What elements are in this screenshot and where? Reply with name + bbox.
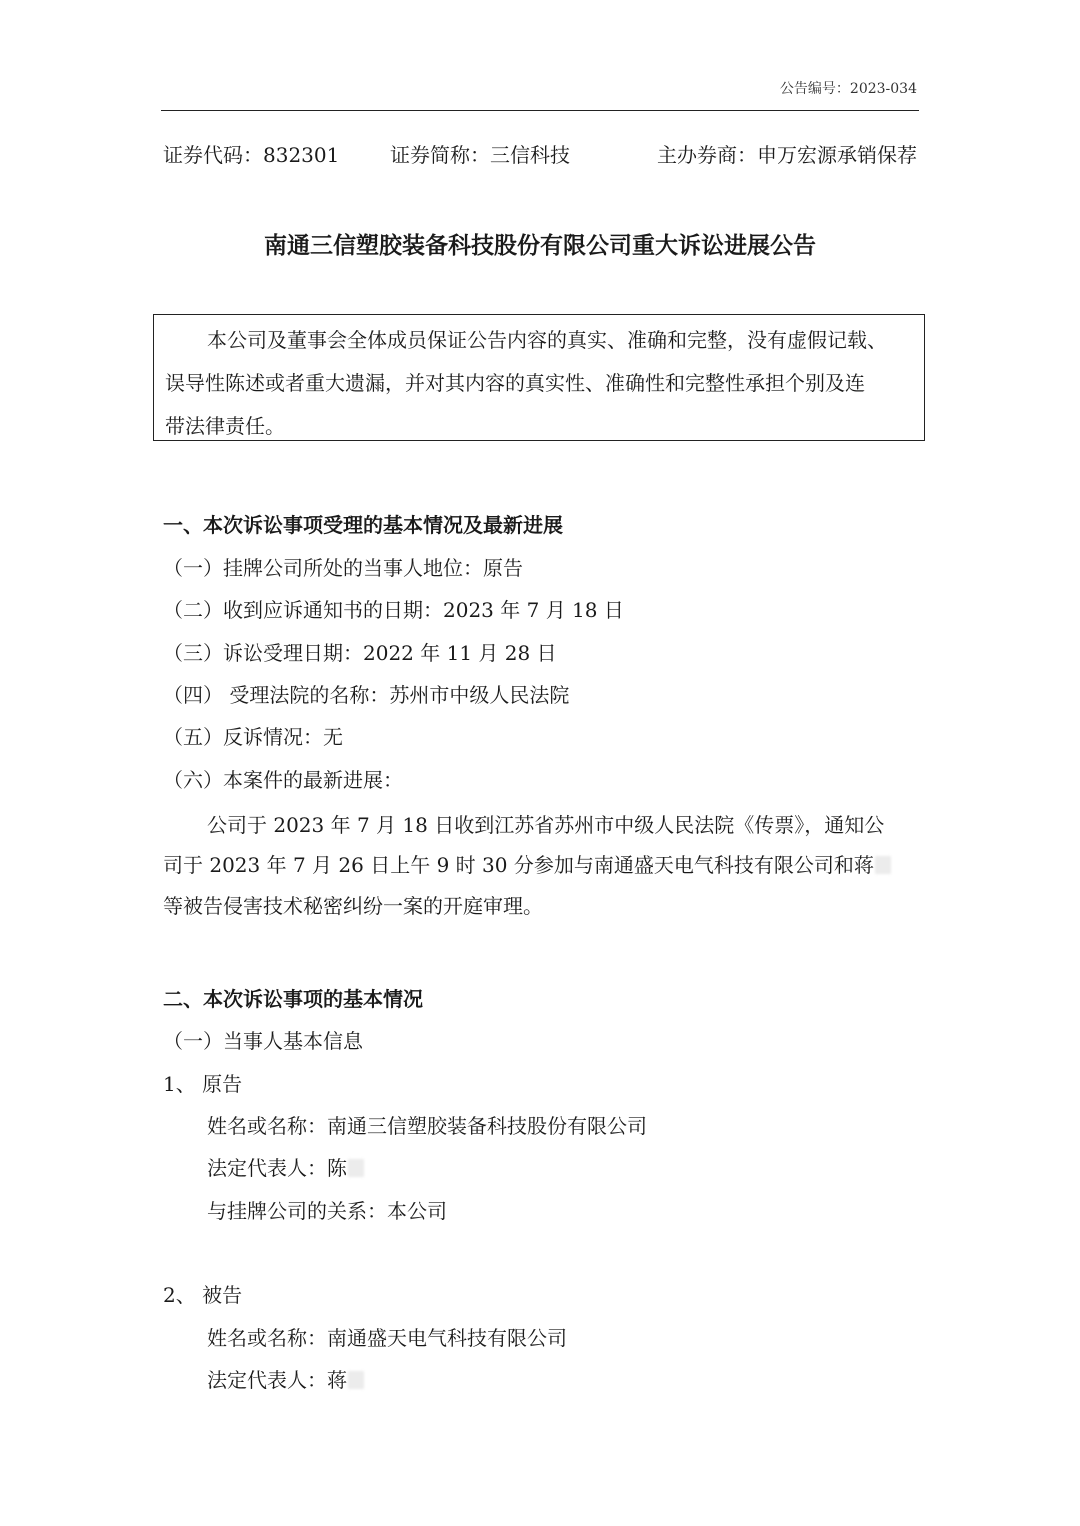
declaration-line-2: 误导性陈述或者重大遗漏，并对其内容的真实性、准确性和完整性承担个别及连 <box>165 371 865 395</box>
plaintiff-representative: 法定代表人：陈 <box>207 1152 364 1181</box>
plaintiff-label: 1、 原告 <box>163 1072 243 1096</box>
redacted-name <box>348 1159 364 1177</box>
progress-line-3: 等被告侵害技术秘密纠纷一案的开庭审理。 <box>163 894 543 918</box>
defendant-representative: 法定代表人：蒋 <box>207 1364 364 1393</box>
sponsor-broker: 主办券商：申万宏源承销保荐 <box>657 143 917 167</box>
header-rule <box>161 110 919 111</box>
section-1-heading: 一、本次诉讼事项受理的基本情况及最新进展 <box>163 513 563 537</box>
security-code: 证券代码：832301 <box>163 143 340 167</box>
defendant-label: 2、 被告 <box>163 1283 243 1307</box>
declaration-line-3: 带法律责任。 <box>165 414 285 438</box>
party-info-label: （一）当事人基本信息 <box>163 1029 363 1053</box>
declaration-line-1: 本公司及董事会全体成员保证公告内容的真实、准确和完整，没有虚假记载、 <box>207 328 887 352</box>
progress-line-1: 公司于 2023 年 7 月 18 日收到江苏省苏州市中级人民法院《传票》，通知公 <box>207 813 885 837</box>
notice-date: （二）收到应诉通知书的日期：2023 年 7 月 18 日 <box>163 598 624 622</box>
party-status: （一）挂牌公司所处的当事人地位：原告 <box>163 556 523 580</box>
redacted-name <box>875 856 891 874</box>
latest-progress-label: （六）本案件的最新进展： <box>163 768 403 792</box>
acceptance-date: （三）诉讼受理日期：2022 年 11 月 28 日 <box>163 641 557 665</box>
counterclaim: （五）反诉情况：无 <box>163 725 343 749</box>
plaintiff-name: 姓名或名称：南通三信塑胶装备科技股份有限公司 <box>207 1114 647 1138</box>
section-2-heading: 二、本次诉讼事项的基本情况 <box>163 987 423 1011</box>
court-name: （四） 受理法院的名称：苏州市中级人民法院 <box>163 683 570 707</box>
defendant-name: 姓名或名称：南通盛天电气科技有限公司 <box>207 1326 567 1350</box>
security-short-name: 证券简称：三信科技 <box>390 143 570 167</box>
progress-line-2: 司于 2023 年 7 月 26 日上午 9 时 30 分参加与南通盛天电气科技有限公司和蒋 <box>163 849 891 878</box>
document-title: 南通三信塑胶装备科技股份有限公司重大诉讼进展公告 <box>264 233 816 259</box>
plaintiff-relation: 与挂牌公司的关系：本公司 <box>207 1199 447 1223</box>
announcement-number: 公告编号：2023-034 <box>779 81 917 97</box>
redacted-name <box>348 1371 364 1389</box>
